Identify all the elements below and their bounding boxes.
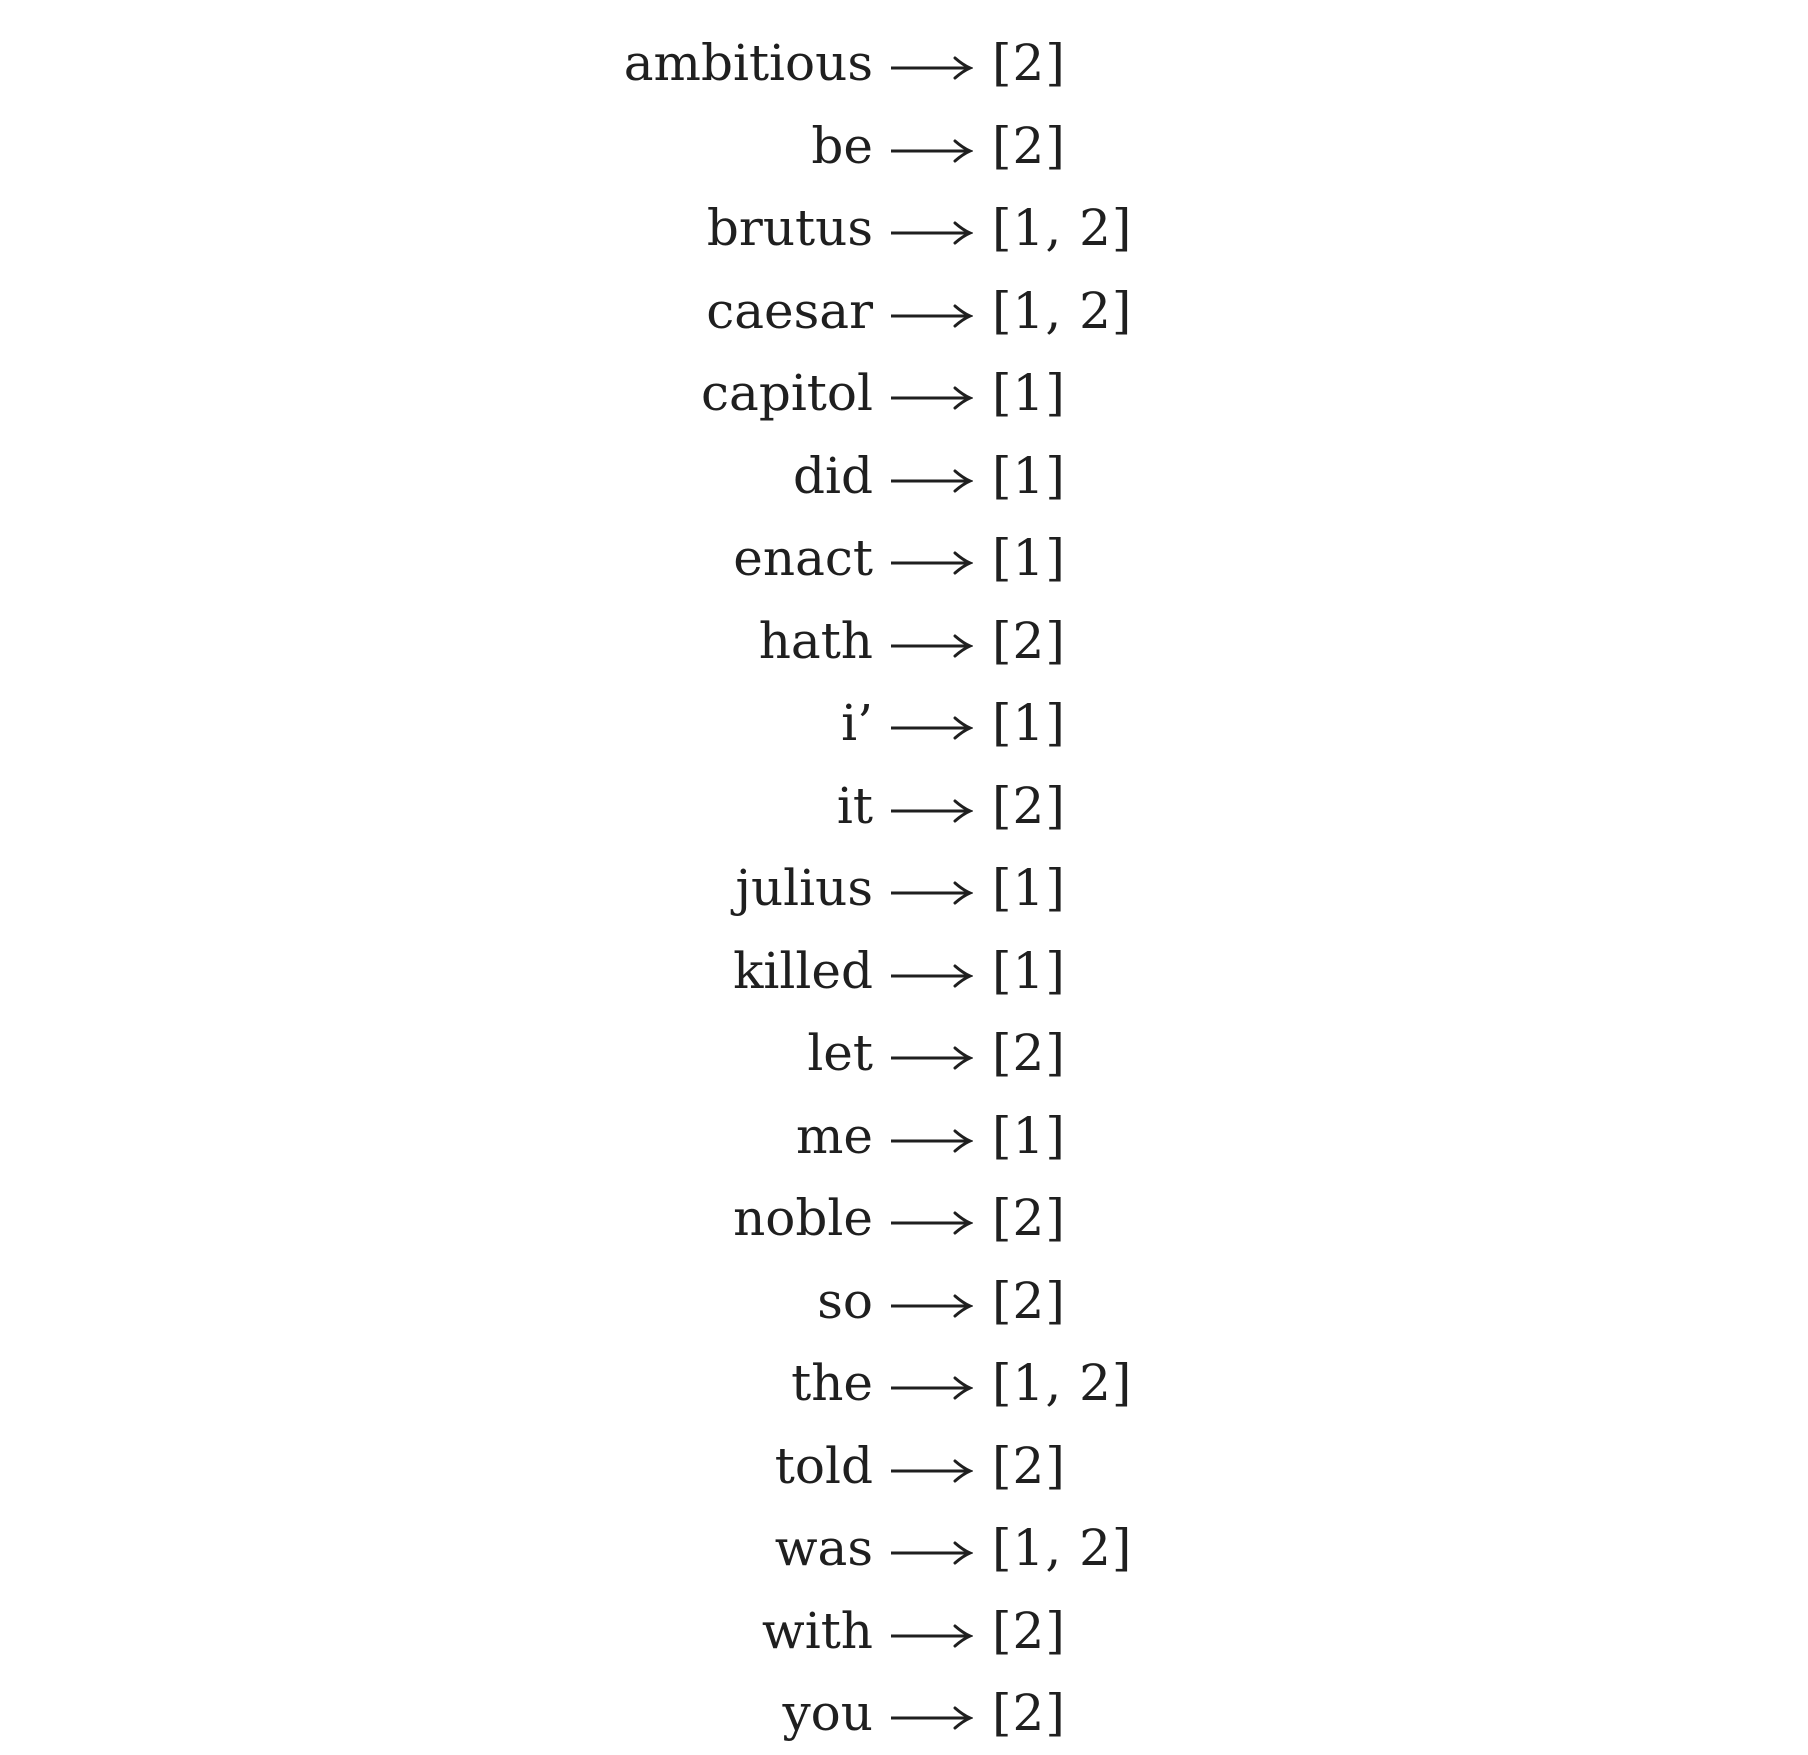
postings-list: [2] <box>992 776 1066 835</box>
postings-list: [2] <box>992 611 1066 670</box>
postings-list: [1, 2] <box>992 199 1133 257</box>
index-entry-told <box>0 1425 1808 1508</box>
term-label: with <box>761 1601 873 1660</box>
long-right-arrow-icon <box>889 1208 973 1238</box>
index-entry-me <box>0 1095 1808 1178</box>
postings-list: [1] <box>992 859 1066 917</box>
term-label: brutus <box>706 199 873 257</box>
term-label: so <box>817 1271 873 1330</box>
postings-list: [1] <box>992 694 1066 752</box>
long-right-arrow-icon <box>889 136 973 166</box>
long-right-arrow-icon <box>889 961 973 991</box>
term-label: be <box>811 116 873 175</box>
postings-list: [2] <box>992 34 1066 92</box>
postings-list: [2] <box>992 1271 1066 1330</box>
inverted-index-list <box>0 22 1808 1755</box>
long-right-arrow-icon <box>889 1373 973 1403</box>
term-label: hath <box>758 611 873 670</box>
index-entry-killed <box>0 930 1808 1013</box>
long-right-arrow-icon <box>889 1538 973 1568</box>
index-entry-was <box>0 1507 1808 1590</box>
index-entry-so <box>0 1260 1808 1343</box>
long-right-arrow-icon <box>889 1291 973 1321</box>
long-right-arrow-icon <box>889 53 973 83</box>
index-entry-brutus <box>0 187 1808 270</box>
postings-list: [2] <box>992 116 1066 175</box>
long-right-arrow-icon <box>889 713 973 743</box>
term-label: you <box>782 1684 873 1742</box>
postings-list: [2] <box>992 1024 1066 1082</box>
index-entry-the <box>0 1342 1808 1425</box>
long-right-arrow-icon <box>889 1456 973 1486</box>
long-right-arrow-icon <box>889 1703 973 1733</box>
term-label: the <box>791 1354 873 1412</box>
term-label: caesar <box>706 281 873 340</box>
postings-list: [1] <box>992 529 1066 587</box>
term-label: enact <box>733 529 873 587</box>
postings-list: [1] <box>992 446 1066 505</box>
term-label: capitol <box>701 364 873 422</box>
postings-list: [1] <box>992 1106 1066 1165</box>
long-right-arrow-icon <box>889 1043 973 1073</box>
postings-list: [1, 2] <box>992 281 1133 340</box>
term-label: did <box>792 446 873 505</box>
long-right-arrow-icon <box>889 466 973 496</box>
postings-list: [1, 2] <box>992 1519 1133 1577</box>
long-right-arrow-icon <box>889 878 973 908</box>
index-entry-did <box>0 435 1808 518</box>
term-label: me <box>795 1106 873 1165</box>
postings-list: [2] <box>992 1684 1066 1742</box>
term-label: let <box>807 1024 873 1082</box>
long-right-arrow-icon <box>889 218 973 248</box>
postings-list: [2] <box>992 1601 1066 1660</box>
term-label: i’ <box>841 694 873 752</box>
long-right-arrow-icon <box>889 301 973 331</box>
term-label: told <box>774 1436 873 1495</box>
index-entry-be <box>0 105 1808 188</box>
term-label: killed <box>733 941 873 1000</box>
index-entry-let <box>0 1012 1808 1095</box>
term-label: noble <box>733 1189 873 1247</box>
index-entry-ambitious <box>0 22 1808 105</box>
postings-list: [1, 2] <box>992 1354 1133 1412</box>
index-entry-it <box>0 765 1808 848</box>
index-entry-capitol <box>0 352 1808 435</box>
index-entry-noble <box>0 1177 1808 1260</box>
long-right-arrow-icon <box>889 383 973 413</box>
index-entry-caesar <box>0 270 1808 353</box>
term-label: was <box>774 1519 873 1577</box>
long-right-arrow-icon <box>889 548 973 578</box>
postings-list: [1] <box>992 941 1066 1000</box>
long-right-arrow-icon <box>889 1126 973 1156</box>
index-entry-hath <box>0 600 1808 683</box>
term-label: it <box>836 776 873 835</box>
index-entry-i <box>0 682 1808 765</box>
postings-list: [2] <box>992 1189 1066 1247</box>
term-label: julius <box>735 859 873 917</box>
long-right-arrow-icon <box>889 1621 973 1651</box>
index-entry-julius <box>0 847 1808 930</box>
term-label: ambitious <box>623 34 873 92</box>
long-right-arrow-icon <box>889 796 973 826</box>
postings-list: [2] <box>992 1436 1066 1495</box>
index-entry-enact <box>0 517 1808 600</box>
index-entry-with <box>0 1590 1808 1673</box>
long-right-arrow-icon <box>889 631 973 661</box>
postings-list: [1] <box>992 364 1066 422</box>
index-entry-you <box>0 1672 1808 1755</box>
